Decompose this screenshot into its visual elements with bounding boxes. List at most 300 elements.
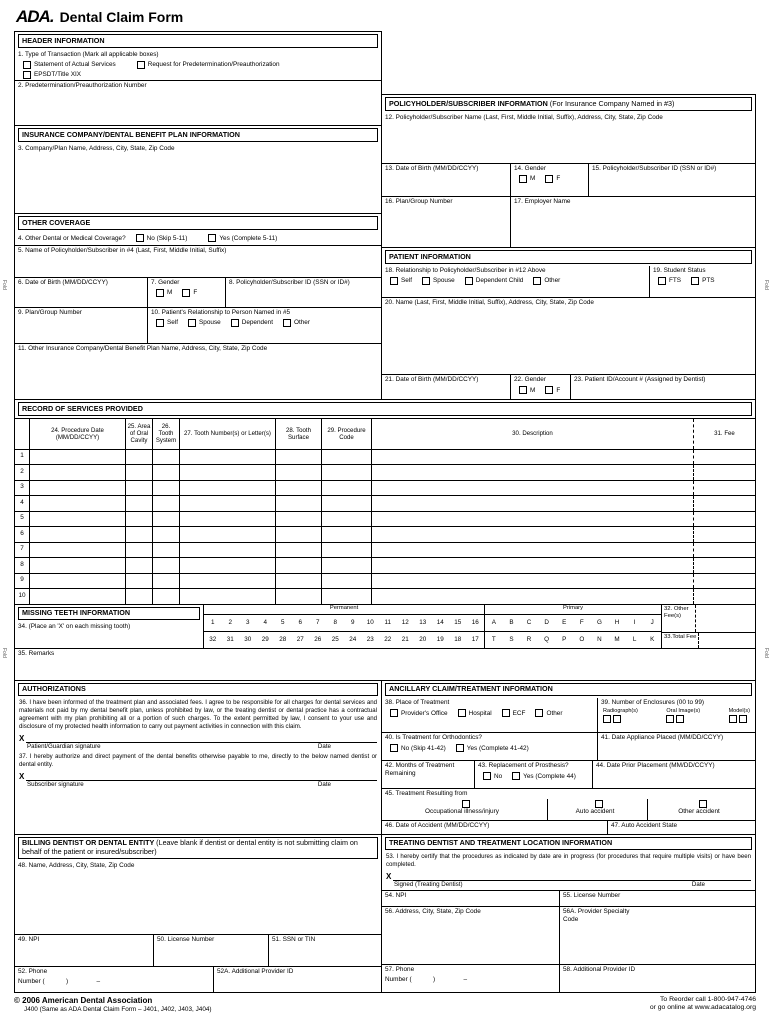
checkbox-pot-other[interactable] [535,709,543,717]
tooth-cell[interactable]: 30 [244,636,252,644]
service-cell-fee[interactable] [693,512,755,527]
tooth-cell[interactable]: R [526,636,532,644]
service-cell[interactable] [29,574,125,589]
billing-dentist-title-suffix: (Leave blank if dentist or dental entity is not submitting claim on behalf of the patient or insured/subscriber) [22,838,358,856]
checkbox-fts[interactable] [658,277,666,285]
service-row[interactable] [15,573,755,589]
tooth-cell[interactable]: H [614,619,620,627]
service-cell[interactable] [321,543,371,558]
other-coverage-row-9-10 [15,307,381,343]
item13-label: 13. Date of Birth (MM/DD/CCYY) [385,164,479,172]
service-cell[interactable] [371,543,693,558]
service-cell[interactable] [152,450,179,465]
other-coverage-question-row [15,232,381,245]
tooth-cell[interactable]: B [509,619,514,627]
tooth-cell[interactable]: T [491,636,496,644]
field-other-policyholder-name[interactable] [15,245,381,277]
service-cell-fee[interactable] [693,589,755,604]
tooth-cell[interactable]: A [491,619,496,627]
section-other-coverage [14,214,382,400]
checkbox-rel5-other[interactable] [283,319,291,327]
service-cell[interactable] [321,481,371,496]
header-information-title: HEADER INFORMATION [18,34,378,48]
section-patient-information [382,248,756,400]
checkbox-hospital[interactable] [458,709,466,717]
tooth-cell[interactable]: 11 [384,619,392,627]
service-row[interactable] [15,542,755,558]
enclosure-models [729,708,750,723]
rel5-spouse-label: Spouse [199,319,221,327]
section-insurance-company [14,126,382,214]
providers-office-label: Provider's Office [401,709,448,717]
date-label: Date [317,781,331,789]
service-cell[interactable] [125,589,152,604]
patient-row-18-19 [382,266,755,297]
service-cell[interactable] [29,496,125,511]
field-treating-license[interactable] [559,891,755,906]
item8-label: 8. Policyholder/Subscriber ID (SSN or ID#) [229,278,350,286]
service-row-number: 4 [20,498,24,506]
service-cell[interactable] [321,558,371,573]
field-other-plan-group[interactable] [15,308,147,343]
field-patient-dob[interactable] [382,375,510,399]
field-employer-name[interactable] [510,197,755,247]
service-cell[interactable] [371,589,693,604]
service-row[interactable] [15,464,755,480]
checkbox-ph-gender-f[interactable] [545,175,553,183]
hospital-label: Hospital [468,709,492,717]
rel5-dependent-label: Dependent [241,319,273,327]
tooth-cell[interactable]: N [597,636,602,644]
checkbox-rel12-dependent-child[interactable] [465,277,473,285]
field-auto-accident-state[interactable] [607,821,755,833]
service-cell[interactable] [29,543,125,558]
permanent-lower-teeth [204,632,485,648]
field-treating-npi[interactable] [382,891,559,906]
tooth-cell[interactable]: 7 [316,619,320,627]
item57-line1: 57. Phone [385,965,415,973]
rel12-other-label: Other [544,277,561,285]
service-cell[interactable] [275,527,321,542]
field-plan-group-number[interactable] [382,197,510,247]
tooth-cell[interactable]: 12 [401,619,409,627]
subscriber-signature-line[interactable] [26,772,377,781]
service-cell[interactable] [29,450,125,465]
tooth-cell[interactable]: 1 [210,619,215,627]
tooth-cell[interactable]: 22 [384,636,392,644]
ancillary-row-45 [382,788,755,820]
field-patient-name[interactable] [382,297,755,374]
item1-label: 1. Type of Transaction (Mark all applicable boxes) [18,50,159,58]
item36-text: 36. I have been informed of the treatment plan and associated fees. I agree to be responsible for all charges for dental services and materials not paid by my dental benefit plan, unless prohibited by law, or the treating dentist or dental practice has a contractual agreement with my plan prohibiting all or a portion of such charges. To the extent permitted by law, I consent to your use and disclosure of my protected health information to carry out payment activities in connection with this claim. [19,699,377,731]
tooth-cell[interactable]: S [509,636,514,644]
checkbox-ph-gender-m[interactable] [519,175,527,183]
service-cell[interactable] [321,465,371,480]
field-billing-phone[interactable] [15,967,213,992]
tooth-cell[interactable]: D [544,619,549,627]
copyright-text: © 2006 American Dental Association [14,995,153,1005]
billing-dentist-title [18,837,378,859]
ancillary-title: ANCILLARY CLAIM/TREATMENT INFORMATION [385,683,752,697]
service-cell[interactable] [152,465,179,480]
tooth-cell[interactable]: G [596,619,602,627]
tooth-cell[interactable]: 31 [226,636,234,644]
service-cell[interactable] [371,527,693,542]
date-label: Date [317,743,331,751]
patient-row-21-22-23 [382,374,755,399]
enclosure-oral-images [666,708,700,723]
checkbox-request-predetermination[interactable] [137,61,145,69]
field-policyholder-gender [510,164,588,196]
item42-label: 42. Months of Treatment Remaining [385,762,455,778]
field-policyholder-dob[interactable] [382,164,510,196]
service-cell[interactable] [152,574,179,589]
fts-label: FTS [669,277,682,285]
field-date-prior-placement[interactable] [592,761,755,788]
tooth-cell[interactable]: 5 [280,619,285,627]
tooth-cell[interactable]: 3 [245,619,250,627]
service-cell[interactable] [179,543,275,558]
field-billing-additional-provider-id[interactable] [213,967,381,992]
service-cell[interactable] [152,496,179,511]
field-billing-name-address[interactable] [15,861,381,934]
rel12-dependent-child-label: Dependent Child [475,277,524,285]
service-cell-fee[interactable] [693,465,755,480]
treating-dentist-signature-line[interactable] [393,872,751,881]
service-cell[interactable] [29,589,125,604]
item51-label: 51. SSN or TIN [272,935,316,943]
checkbox-other-gender-f[interactable] [182,289,190,297]
service-cell[interactable] [179,512,275,527]
checkbox-statement-of-actual-services[interactable] [23,61,31,69]
service-cell[interactable] [321,589,371,604]
service-row-number: 8 [20,560,24,568]
checkbox-prosthesis-yes[interactable] [512,772,520,780]
service-cell[interactable] [179,496,275,511]
service-cell-fee[interactable] [693,543,755,558]
service-cell[interactable] [371,558,693,573]
section-authorizations [14,681,382,835]
service-cell[interactable] [152,543,179,558]
other-accident-label: Other accident [678,808,720,816]
field-predetermination-number[interactable] [15,80,381,125]
field-treating-phone[interactable] [382,965,559,992]
tooth-cell[interactable]: 2 [228,619,232,627]
item2-label: 2. Predetermination/Preauthorization Number [18,81,147,89]
item52-line2 [15,977,213,987]
checkbox-patient-gender-m[interactable] [519,386,527,394]
field-other-gender [147,278,225,307]
service-row[interactable] [15,511,755,527]
service-row-number: 3 [20,483,24,491]
tooth-cell[interactable]: Q [544,636,550,644]
signature-x: X [19,772,25,782]
checkbox-ortho-no[interactable] [390,744,398,752]
tooth-cell[interactable]: 9 [351,619,355,627]
billing-row-52 [15,966,381,992]
tooth-cell[interactable]: C [526,619,532,627]
service-cell[interactable] [125,465,152,480]
tooth-cell[interactable]: 19 [436,636,444,644]
service-cell[interactable] [321,450,371,465]
tooth-cell[interactable]: 17 [471,636,479,644]
tooth-cell[interactable]: 13 [419,619,427,627]
field-treating-address[interactable] [382,907,559,963]
field-policyholder-name[interactable] [382,113,755,163]
checkbox-rel12-spouse[interactable] [422,277,430,285]
tooth-cell[interactable]: P [562,636,567,644]
service-row[interactable] [15,526,755,542]
service-cell[interactable] [321,574,371,589]
field-billing-license[interactable] [153,935,268,966]
checkbox-epsdt-label: EPSDT/Title XIX [34,71,81,79]
checkbox-pts[interactable] [691,277,699,285]
checkbox-other-coverage-no[interactable] [136,234,144,242]
item56-label: 56. Address, City, State, Zip Code [385,908,481,916]
service-cell[interactable] [275,543,321,558]
field-policyholder-id[interactable] [588,164,755,196]
tooth-cell[interactable]: 29 [261,636,269,644]
field-orthodontics [382,733,597,760]
tooth-cell[interactable]: 28 [279,636,287,644]
service-cell[interactable] [371,496,693,511]
service-cell[interactable] [179,558,275,573]
models-count-boxes[interactable] [729,715,747,723]
policyholder-title-suffix: (For Insurance Company Named in #3) [549,98,675,108]
item55-label: 55. License Number [563,892,621,900]
tooth-cell[interactable]: 16 [471,619,479,627]
field-other-insurance-company[interactable] [15,343,381,399]
patient-signature-block [15,732,381,752]
other-coverage-no-label: No (Skip 5-11) [146,234,188,242]
service-cell-fee[interactable] [693,527,755,542]
field-remarks[interactable] [15,649,755,680]
fold-marker: Fold [763,280,769,290]
service-cell[interactable] [179,465,275,480]
service-cell[interactable] [152,589,179,604]
tooth-cell[interactable]: E [562,619,567,627]
service-cell[interactable] [125,527,152,542]
service-cell[interactable] [371,512,693,527]
bottom-area [14,681,756,993]
service-cell[interactable] [275,450,321,465]
service-row[interactable] [15,480,755,496]
tooth-cell[interactable]: 10 [366,619,374,627]
prosthesis-yes-label: Yes (Complete 44) [523,772,576,780]
tooth-cell[interactable]: 23 [366,636,374,644]
item34-label: 34. (Place an 'X' on each missing tooth) [18,623,131,631]
signed-label: Signed (Treating Dentist) [394,881,463,889]
field-other-dob[interactable] [15,278,147,307]
field-billing-ssn-tin[interactable] [268,935,381,966]
checkbox-other-accident[interactable] [699,800,707,808]
service-row[interactable] [15,557,755,573]
tooth-cell[interactable]: 27 [296,636,304,644]
checkbox-prosthesis-no[interactable] [483,772,491,780]
section-billing-dentist [14,835,382,993]
field-treating-additional-provider-id[interactable] [559,965,755,992]
service-row-number: 2 [20,467,24,475]
field-billing-npi[interactable] [15,935,153,966]
service-cell[interactable] [152,527,179,542]
services-col-description: 30. Description [371,419,693,449]
tooth-cell[interactable]: 24 [349,636,357,644]
authorizations-title: AUTHORIZATIONS [18,683,378,697]
item38-label: 38. Place of Treatment [385,699,450,707]
checkbox-request-label: Request for Predetermination/Preauthorization [147,61,280,69]
checkbox-rel5-dependent[interactable] [231,319,239,327]
tooth-cell[interactable]: 32 [209,636,217,644]
treating-row-56 [382,906,755,963]
rel12-self-label: Self [401,277,413,285]
checkbox-providers-office[interactable] [390,709,398,717]
primary-label: Primary [563,604,583,611]
service-cell[interactable] [29,558,125,573]
service-cell[interactable] [152,558,179,573]
tooth-cell[interactable]: 15 [454,619,462,627]
record-of-services-title: RECORD OF SERVICES PROVIDED [18,402,752,416]
service-cell[interactable] [321,527,371,542]
policyholder-row-13-14-15 [382,163,755,196]
service-cell[interactable] [125,512,152,527]
item9-label: 9. Plan/Group Number [18,308,82,316]
service-cell[interactable] [275,574,321,589]
tooth-cell[interactable]: 14 [436,619,444,627]
field-other-fees[interactable] [695,605,755,632]
tooth-cell[interactable]: 18 [454,636,462,644]
service-cell-fee[interactable] [693,496,755,511]
tooth-cell[interactable]: O [579,636,585,644]
policyholder-title-text: POLICYHOLDER/SUBSCRIBER INFORMATION [389,98,548,108]
checkbox-occupational[interactable] [462,800,470,808]
service-cell[interactable] [275,558,321,573]
section-missing-teeth [14,605,756,649]
service-cell[interactable] [125,496,152,511]
patient-signature-line[interactable] [26,734,377,743]
tooth-cell[interactable]: I [633,619,636,627]
service-row[interactable] [15,449,755,465]
occupational-label: Occupational illness/injury [425,808,499,816]
tooth-cell[interactable]: L [632,636,637,644]
service-cell[interactable] [29,465,125,480]
service-cell[interactable] [321,512,371,527]
field-provider-specialty-code[interactable] [559,907,755,963]
missing-teeth-grid [203,605,661,648]
checkbox-rel5-self[interactable] [156,319,164,327]
tooth-cell[interactable]: 21 [401,636,409,644]
section-remarks [14,649,756,681]
field-patient-id[interactable] [570,375,755,399]
service-cell[interactable] [29,481,125,496]
radiographs-count-boxes[interactable] [603,715,621,723]
service-cell[interactable] [275,589,321,604]
other-gender-m-label: M [167,289,173,297]
service-cell[interactable] [125,481,152,496]
field-months-remaining[interactable] [382,761,474,788]
service-cell[interactable] [179,527,275,542]
field-other-subscriber-id[interactable] [225,278,381,307]
item58-label: 58. Additional Provider ID [563,965,636,973]
billing-dentist-title-text: BILLING DENTIST OR DENTAL ENTITY [22,838,155,848]
checkbox-other-coverage-yes[interactable] [208,234,216,242]
tooth-cell[interactable]: 6 [298,619,303,627]
item43-label: 43. Replacement of Prosthesis? [478,762,569,770]
service-cell[interactable] [152,481,179,496]
tooth-cell[interactable]: F [579,619,584,627]
checkbox-rel12-self[interactable] [390,277,398,285]
service-cell[interactable] [125,450,152,465]
field-patient-relationship-12 [382,266,649,297]
service-cell-fee[interactable] [693,450,755,465]
tooth-cell[interactable]: M [614,636,620,644]
tooth-cell[interactable]: K [650,636,655,644]
checkbox-auto-accident[interactable] [595,800,603,808]
service-cell[interactable] [152,512,179,527]
tooth-cell[interactable]: 8 [333,619,338,627]
tooth-cell[interactable]: 26 [314,636,322,644]
item14-label: 14. Gender [514,164,546,172]
service-cell[interactable] [179,450,275,465]
item52a-label: 52A. Additional Provider ID [217,967,294,975]
service-cell[interactable] [125,543,152,558]
service-cell[interactable] [371,481,693,496]
checkbox-epsdt[interactable] [23,71,31,79]
oral-images-count-boxes[interactable] [666,715,684,723]
tooth-cell[interactable]: 20 [419,636,427,644]
service-cell[interactable] [29,527,125,542]
service-row[interactable] [15,495,755,511]
service-cell[interactable] [179,481,275,496]
checkbox-ecf[interactable] [502,709,510,717]
tooth-cell[interactable]: J [650,619,654,627]
field-total-fee[interactable] [698,633,758,648]
service-cell[interactable] [125,574,152,589]
policyholder-title [385,97,752,111]
checkbox-rel5-spouse[interactable] [188,319,196,327]
field-date-appliance-placed[interactable] [597,733,755,760]
checkbox-rel12-other[interactable] [533,277,541,285]
service-cell[interactable] [275,496,321,511]
service-cell[interactable] [179,574,275,589]
service-cell[interactable] [275,465,321,480]
checkbox-patient-gender-f[interactable] [545,386,553,394]
tooth-cell[interactable]: 4 [263,619,267,627]
service-cell[interactable] [275,512,321,527]
service-cell[interactable] [179,589,275,604]
service-cell-fee[interactable] [693,481,755,496]
service-cell[interactable] [321,496,371,511]
field-number-of-enclosures [597,698,755,732]
field-date-of-accident[interactable] [382,821,607,833]
checkbox-other-gender-m[interactable] [156,289,164,297]
field-treatment-resulting-from [382,789,755,820]
teeth-row-lower [204,631,661,648]
item57-line2 [382,975,559,985]
service-cell[interactable] [371,465,693,480]
checkbox-ortho-yes[interactable] [456,744,464,752]
service-cell[interactable] [125,558,152,573]
field-company-plan-name[interactable] [15,144,381,213]
service-cell-fee[interactable] [693,558,755,573]
service-cell[interactable] [29,512,125,527]
service-cell[interactable] [371,574,693,589]
tooth-cell[interactable]: 25 [331,636,339,644]
permanent-upper-teeth [204,615,485,631]
service-cell-fee[interactable] [693,574,755,589]
service-row[interactable] [15,588,755,604]
service-cell[interactable] [371,450,693,465]
service-cell[interactable] [275,481,321,496]
